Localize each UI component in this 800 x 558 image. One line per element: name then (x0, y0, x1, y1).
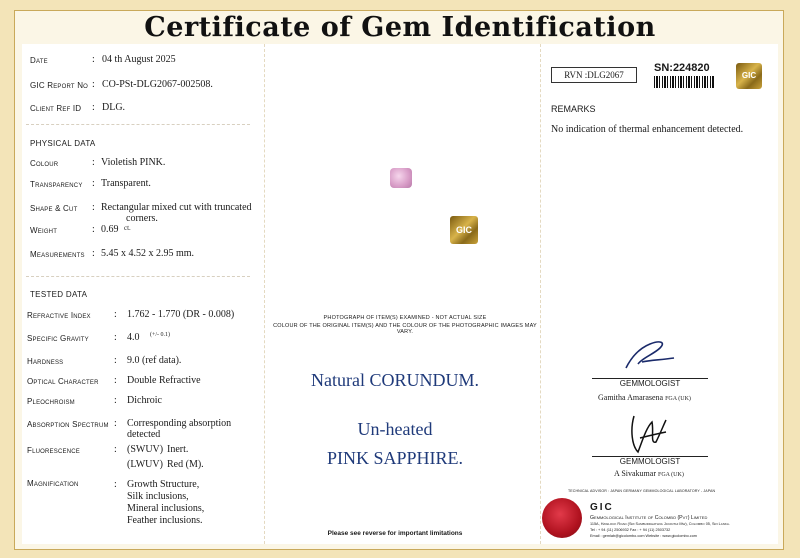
colon: : (114, 309, 117, 320)
barcode (654, 76, 714, 88)
org-full-name: Gemmological Institute of Colombo (Pvt) Limited (590, 515, 708, 521)
report-no-label: GIC Report No (30, 81, 89, 90)
magnification-line: Silk inclusions, (127, 491, 189, 502)
colon: : (114, 332, 117, 343)
transparency-label: Transparency (30, 180, 83, 189)
specific-gravity-tolerance: (+/- 0.1) (150, 332, 171, 338)
colon: : (114, 479, 117, 490)
colour-label: Colour (30, 159, 59, 168)
reverse-note: Please see reverse for important limitations (327, 530, 463, 537)
pleochroism-value: Dichroic (127, 395, 162, 406)
optical-character-label: Optical Character (27, 377, 99, 386)
hardness-value: 9.0 (ref data). (127, 355, 182, 366)
magnification-line: Growth Structure, (127, 479, 200, 490)
gemmologist-1-name-text: Gamitha Amarasena (598, 393, 664, 402)
divider (26, 124, 250, 125)
colon: : (92, 178, 95, 189)
gemmologist-1-title: GEMMOLOGIST (619, 379, 681, 388)
technical-advisor: TECHNICAL ADVISOR : JAPAN GERMANY GEMMOLOGICAL LABORATORY - JAPAN (568, 489, 716, 493)
weight-label: Weight (30, 226, 58, 235)
pleochroism-label: Pleochroism (27, 397, 75, 406)
refractive-index-value: 1.762 - 1.770 (DR - 0.008) (127, 309, 235, 320)
signature-2-icon (626, 412, 670, 456)
org-address: 115A, Hawlock Road (Sri Sambuddhathva Jayanthi Mw), Colombo 05, Sri Lanka. (590, 522, 730, 526)
date-value: 04 th August 2025 (102, 54, 176, 65)
gic-logo-icon: GIC (736, 63, 762, 89)
org-phone: Tel : + 94 (11) 2506932 Fax : + 94 (11) 2503732 (590, 528, 671, 532)
hologram-sticker: GIC (450, 216, 478, 244)
photo-note-line2: COLOUR OF THE ORIGINAL ITEM(S) AND THE COLOUR OF THE PHOTOGRAPHIC IMAGES MAY VARY. (273, 323, 537, 335)
client-ref-label: Client Ref ID (30, 104, 82, 113)
colour-value: Violetish PINK. (101, 157, 166, 168)
specific-gravity-value: 4.0 (127, 332, 140, 343)
treatment: Un-heated (357, 419, 433, 439)
magnification-label: Magnification (27, 479, 79, 488)
divider (26, 276, 250, 277)
colon: : (114, 375, 117, 386)
measurements-value: 5.45 x 4.52 x 2.95 mm. (101, 248, 195, 259)
specific-gravity-label: Specific Gravity (27, 334, 89, 343)
fold-line-right (540, 44, 541, 544)
absorption-value-line1: Corresponding absorption (127, 418, 232, 429)
gemstone-photo (390, 168, 412, 188)
shape-cut-value-line1: Rectangular mixed cut with truncated (101, 202, 252, 213)
colon: : (92, 224, 95, 235)
colon: : (114, 395, 117, 406)
org-email: Email : gemlab@gicolombo.com Website : www.gicolombo.com (590, 534, 697, 538)
magnification-line: Feather inclusions. (127, 515, 203, 526)
date-label: Date (30, 56, 48, 65)
gemmologist-2-name-text: A Sivakumar (614, 469, 656, 478)
swuv-label: (SWUV) (127, 444, 164, 455)
colon: : (92, 248, 95, 259)
colon: : (114, 418, 117, 429)
shape-cut-value-line2: corners. (126, 213, 158, 224)
weight-unit: ct. (124, 224, 131, 232)
hardness-label: Hardness (27, 357, 64, 366)
gemmologist-2-name (614, 469, 684, 478)
gemmologist-2-title: GEMMOLOGIST (619, 457, 681, 466)
colon: : (92, 79, 95, 90)
rvn-box: RVN :DLG2067 (551, 67, 637, 83)
colon: : (92, 202, 95, 213)
fluorescence-label: Fluorescence (27, 446, 80, 455)
photo-note-line1: PHOTOGRAPH OF ITEM(S) EXAMINED - NOT ACTUAL SIZE (323, 315, 487, 321)
measurements-label: Measurements (30, 250, 85, 259)
gemmologist-1-name (598, 393, 691, 402)
remarks-heading: REMARKS (551, 104, 596, 114)
colon: : (92, 102, 95, 113)
client-ref-value: DLG. (102, 102, 126, 113)
magnification-line: Mineral inclusions, (127, 503, 205, 514)
physical-data-heading: PHYSICAL DATA (30, 139, 96, 148)
colon: : (92, 157, 95, 168)
lwuv-label: (LWUV) (127, 459, 163, 470)
colon: : (114, 355, 117, 366)
absorption-spectrum-label: Absorption Spectrum (27, 420, 109, 429)
shape-cut-label: Shape & Cut (30, 204, 78, 213)
optical-character-value: Double Refractive (127, 375, 201, 386)
serial-number: SN:224820 (654, 62, 710, 74)
colon: : (92, 54, 95, 65)
signature-1-icon (620, 338, 680, 372)
gemmologist-2-cred: FGA (UK) (658, 472, 684, 478)
certificate-title: Certificate of Gem Identification (144, 12, 656, 43)
tested-data-heading: TESTED DATA (30, 290, 88, 299)
refractive-index-label: Refractive Index (27, 311, 91, 320)
lwuv-value: Red (M). (167, 459, 204, 470)
report-no-value: CO-PSt-DLG2067-002508. (102, 79, 213, 90)
variety: PINK SAPPHIRE. (326, 448, 464, 468)
weight-value: 0.69 (101, 224, 119, 235)
org-short-name: GIC (590, 502, 614, 513)
wax-seal (542, 498, 582, 538)
transparency-value: Transparent. (101, 178, 151, 189)
colon: : (114, 444, 117, 455)
species: Natural CORUNDUM. (311, 370, 479, 390)
swuv-value: Inert. (167, 444, 189, 455)
remarks-text: No indication of thermal enhancement detected. (551, 124, 744, 135)
absorption-value-line2: detected (127, 429, 161, 440)
fold-line-left (264, 44, 265, 544)
gemmologist-1-cred: FGA (UK) (665, 396, 691, 402)
